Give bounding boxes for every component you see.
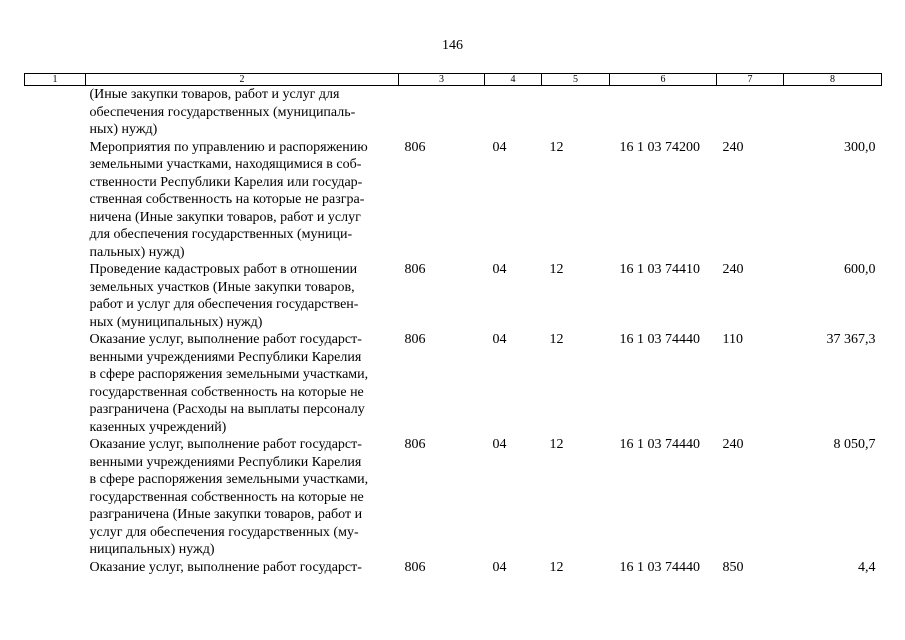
expense-name-line: венными учреждениями Республики Карелия bbox=[89, 349, 362, 365]
row-number-cell bbox=[25, 436, 86, 559]
target-article-cell: 16 1 03 74410 bbox=[619, 262, 700, 277]
table-row bbox=[25, 331, 882, 436]
column-number-header bbox=[25, 74, 882, 86]
expense-name-cell bbox=[86, 331, 399, 436]
header-col-5: 5 bbox=[542, 74, 610, 86]
amount-cell: 8 050,7 bbox=[833, 437, 876, 452]
amount-cell bbox=[784, 86, 882, 139]
admin-code-cell: 806 bbox=[404, 139, 426, 155]
expense-name-line: Оказание услуг, выполнение работ государст- bbox=[89, 437, 362, 452]
amount-cell: 300,0 bbox=[844, 139, 876, 155]
table-row bbox=[25, 139, 882, 262]
row-number-cell bbox=[25, 559, 86, 577]
expense-name-line: Оказание услуг, выполнение работ государст- bbox=[89, 332, 362, 347]
section-cell bbox=[485, 86, 542, 139]
target-article-cell: 16 1 03 74440 bbox=[619, 437, 700, 452]
header-col-1: 1 bbox=[25, 74, 86, 86]
row-number-cell bbox=[25, 331, 86, 436]
row-number-cell bbox=[25, 261, 86, 331]
expense-name-line: ных) нужд) bbox=[89, 122, 158, 137]
target-article-cell: 16 1 03 74200 bbox=[619, 139, 700, 155]
expense-name-line: венными учреждениями Республики Карелия bbox=[89, 454, 362, 470]
expense-name-line: земельными участками, находящимися в соб- bbox=[89, 157, 362, 172]
subsection-cell: 12 bbox=[549, 139, 564, 155]
expense-name-cell bbox=[86, 436, 399, 559]
expense-type-cell bbox=[717, 86, 784, 139]
admin-code-cell: 806 bbox=[404, 559, 426, 575]
expense-name-line: ных (муниципальных) нужд) bbox=[89, 314, 263, 330]
expense-name-line: земельных участков (Иные закупки товаров, bbox=[89, 279, 355, 295]
subsection-cell: 12 bbox=[549, 332, 564, 347]
admin-code-cell: 806 bbox=[404, 262, 426, 277]
header-col-3: 3 bbox=[399, 74, 485, 86]
expense-name-line: казенных учреждений) bbox=[89, 419, 227, 435]
expense-name-line: Мероприятия по управлению и распоряжению bbox=[89, 139, 368, 155]
section-cell: 04 bbox=[492, 139, 507, 155]
expense-name-line: ничена (Иные закупки товаров, работ и услуг bbox=[89, 209, 361, 225]
expense-type-cell: 240 bbox=[722, 262, 744, 277]
expense-type-cell: 850 bbox=[722, 559, 744, 575]
expense-name-line: государственная собственность на которые не bbox=[89, 384, 364, 400]
header-col-4: 4 bbox=[485, 74, 542, 86]
budget-table bbox=[24, 73, 882, 576]
expense-name-cell bbox=[86, 86, 399, 139]
expense-name-line: (Иные закупки товаров, работ и услуг для bbox=[89, 87, 340, 102]
expense-name-line: услуг для обеспечения государственных (му- bbox=[89, 524, 359, 540]
target-article-cell: 16 1 03 74440 bbox=[619, 332, 700, 347]
section-cell: 04 bbox=[492, 332, 507, 347]
table-row bbox=[25, 86, 882, 139]
table-row bbox=[25, 261, 882, 331]
expense-name-line: обеспечения государственных (муниципаль- bbox=[89, 104, 356, 120]
admin-code-cell bbox=[399, 86, 485, 139]
amount-cell: 37 367,3 bbox=[826, 332, 876, 347]
subsection-cell: 12 bbox=[549, 559, 564, 575]
admin-code-cell: 806 bbox=[404, 332, 426, 347]
target-article-cell: 16 1 03 74440 bbox=[619, 559, 700, 575]
header-col-6: 6 bbox=[610, 74, 717, 86]
expense-name-cell bbox=[86, 139, 399, 262]
expense-name-line: Проведение кадастровых работ в отношении bbox=[89, 262, 358, 277]
expense-name-line: Оказание услуг, выполнение работ государст- bbox=[89, 559, 362, 575]
expense-name-line: ниципальных) нужд) bbox=[89, 542, 215, 557]
expense-name-line: государственная собственность на которые не bbox=[89, 489, 364, 505]
expense-name-line: в сфере распоряжения земельными участками, bbox=[89, 472, 369, 487]
subsection-cell: 12 bbox=[549, 262, 564, 277]
row-number-cell bbox=[25, 86, 86, 139]
table-row bbox=[25, 559, 882, 577]
header-col-8: 8 bbox=[784, 74, 882, 86]
expense-type-cell: 110 bbox=[722, 332, 743, 347]
expense-name-line: для обеспечения государственных (муници- bbox=[89, 227, 353, 242]
expense-name-line: пальных) нужд) bbox=[89, 244, 185, 260]
table-row bbox=[25, 436, 882, 559]
row-number-cell bbox=[25, 139, 86, 262]
expense-type-cell: 240 bbox=[722, 139, 744, 155]
amount-cell: 4,4 bbox=[858, 559, 876, 575]
expense-name-line: разграничена (Иные закупки товаров, работ и bbox=[89, 507, 363, 522]
expense-name-cell bbox=[86, 261, 399, 331]
header-col-2: 2 bbox=[86, 74, 399, 86]
page-number: 146 bbox=[442, 38, 463, 53]
header-col-7: 7 bbox=[717, 74, 784, 86]
section-cell: 04 bbox=[492, 559, 507, 575]
expense-name-cell bbox=[86, 559, 399, 577]
admin-code-cell: 806 bbox=[404, 437, 426, 452]
expense-name-line: в сфере распоряжения земельными участками, bbox=[89, 367, 369, 382]
target-article-cell bbox=[610, 86, 717, 139]
expense-name-line: ственности Республики Карелия или государ- bbox=[89, 174, 363, 190]
subsection-cell bbox=[542, 86, 610, 139]
amount-cell: 600,0 bbox=[844, 262, 876, 277]
expense-name-line: ственная собственность на которые не разгра- bbox=[89, 192, 365, 207]
subsection-cell: 12 bbox=[549, 437, 564, 452]
section-cell: 04 bbox=[492, 437, 507, 452]
expense-type-cell: 240 bbox=[722, 437, 744, 452]
expense-name-line: разграничена (Расходы на выплаты персоналу bbox=[89, 402, 365, 417]
section-cell: 04 bbox=[492, 262, 507, 277]
expense-name-line: работ и услуг для обеспечения государствен- bbox=[89, 297, 359, 312]
